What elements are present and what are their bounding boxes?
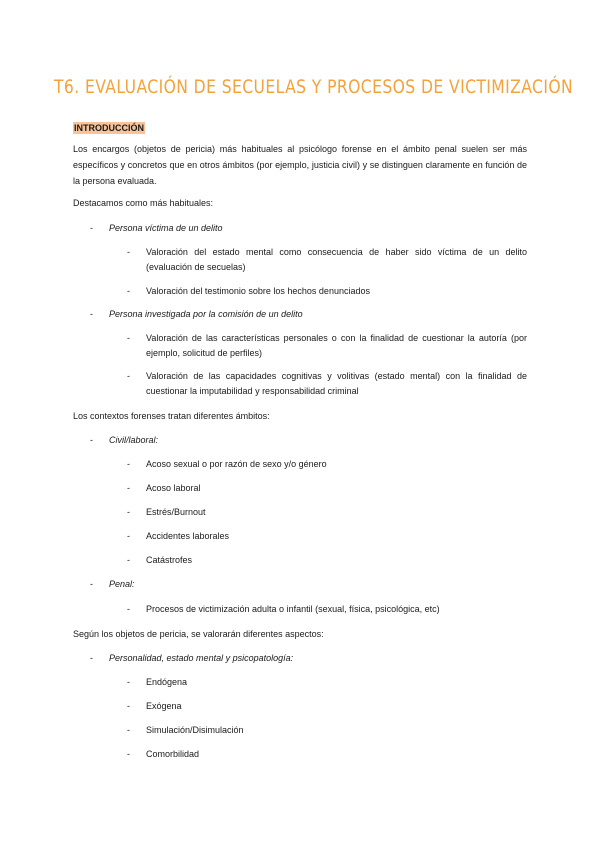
bullet-marker: - <box>127 483 130 493</box>
list-item <box>127 284 527 299</box>
list-item <box>127 699 527 714</box>
list-item <box>90 652 293 664</box>
list-label: Persona víctima de un delito <box>109 223 223 233</box>
list-item-text: Valoración de las características personales o con la finalidad de cuestionar la autoría (por ejemplo, solicitud de perfiles) <box>146 333 527 358</box>
bullet-marker: - <box>127 286 130 296</box>
aspects-intro: Según los objetos de pericia, se valorarán diferentes aspectos: <box>73 629 324 639</box>
bullet-marker: - <box>90 653 93 663</box>
list-item-text: Acoso sexual o por razón de sexo y/o género <box>146 459 327 469</box>
bullet-marker: - <box>127 507 130 517</box>
section-heading: INTRODUCCIÓN <box>74 123 144 133</box>
list-item-text: Procesos de victimización adulta o infantil (sexual, física, psicológica, etc) <box>146 604 440 614</box>
list-item-text: Acoso laboral <box>146 483 201 493</box>
bullet-marker: - <box>127 701 130 711</box>
bullet-marker: - <box>127 531 130 541</box>
list-item <box>90 222 223 234</box>
bullet-marker: - <box>90 309 93 319</box>
list-item-text: Valoración de las capacidades cognitivas y volitivas (estado mental) con la finalidad de cuestionar la imputabilidad y responsabilidad criminal <box>146 371 527 396</box>
list-item <box>127 331 527 361</box>
list-item <box>90 308 303 320</box>
bullet-marker: - <box>127 604 130 614</box>
list-item <box>127 529 527 544</box>
list-item-text: Valoración del testimonio sobre los hechos denunciados <box>146 286 370 296</box>
intro-paragraph: Los encargos (objetos de pericia) más habituales al psicólogo forense en el ámbito penal suelen ser más específicos y concretos que en otros ámbitos (por ejemplo, justicia civil) y se distinguen claramente en función de la persona evaluada. <box>73 144 527 186</box>
list-item-text: Valoración del estado mental como consecuencia de haber sido víctima de un delito (evaluación de secuelas) <box>146 247 527 272</box>
bullet-marker: - <box>127 677 130 687</box>
list-label: Penal: <box>109 579 135 589</box>
page-title: T6. EVALUACIÓN DE SECUELAS Y PROCESOS DE VICTIMIZACIÓN <box>54 76 574 98</box>
list-item-text: Endógena <box>146 677 188 687</box>
bullet-marker: - <box>90 435 93 445</box>
list-item <box>127 481 527 496</box>
list-item-text: Accidentes laborales <box>146 531 230 541</box>
bullet-marker: - <box>90 579 93 589</box>
list-item-text: Comorbilidad <box>146 749 200 759</box>
bullet-marker: - <box>127 371 130 381</box>
bullet-marker: - <box>127 725 130 735</box>
list-item <box>127 369 527 399</box>
list-label: Civil/laboral: <box>109 435 159 445</box>
list-item <box>127 747 527 762</box>
list-label: Personalidad, estado mental y psicopatología: <box>109 653 294 663</box>
list-item <box>127 457 527 472</box>
list-label: Persona investigada por la comisión de un delito <box>109 309 303 319</box>
bullet-marker: - <box>127 555 130 565</box>
list-item <box>127 602 527 617</box>
list-item <box>127 723 527 738</box>
list-item <box>127 245 527 275</box>
list-item-text: Exógena <box>146 701 182 711</box>
list-item <box>127 553 527 568</box>
list-item <box>127 675 527 690</box>
list-item <box>90 434 158 446</box>
bullet-marker: - <box>127 333 130 343</box>
bullet-marker: - <box>127 247 130 257</box>
list-item <box>90 578 135 590</box>
highlight-intro: Destacamos como más habituales: <box>73 198 214 208</box>
list-item-text: Simulación/Disimulación <box>146 725 244 735</box>
list-item-text: Estrés/Burnout <box>146 507 206 517</box>
list-item-text: Catástrofes <box>146 555 193 565</box>
bullet-marker: - <box>127 459 130 469</box>
contexts-intro: Los contextos forenses tratan diferentes ámbitos: <box>73 411 270 421</box>
bullet-marker: - <box>127 749 130 759</box>
list-item <box>127 505 527 520</box>
bullet-marker: - <box>90 223 93 233</box>
